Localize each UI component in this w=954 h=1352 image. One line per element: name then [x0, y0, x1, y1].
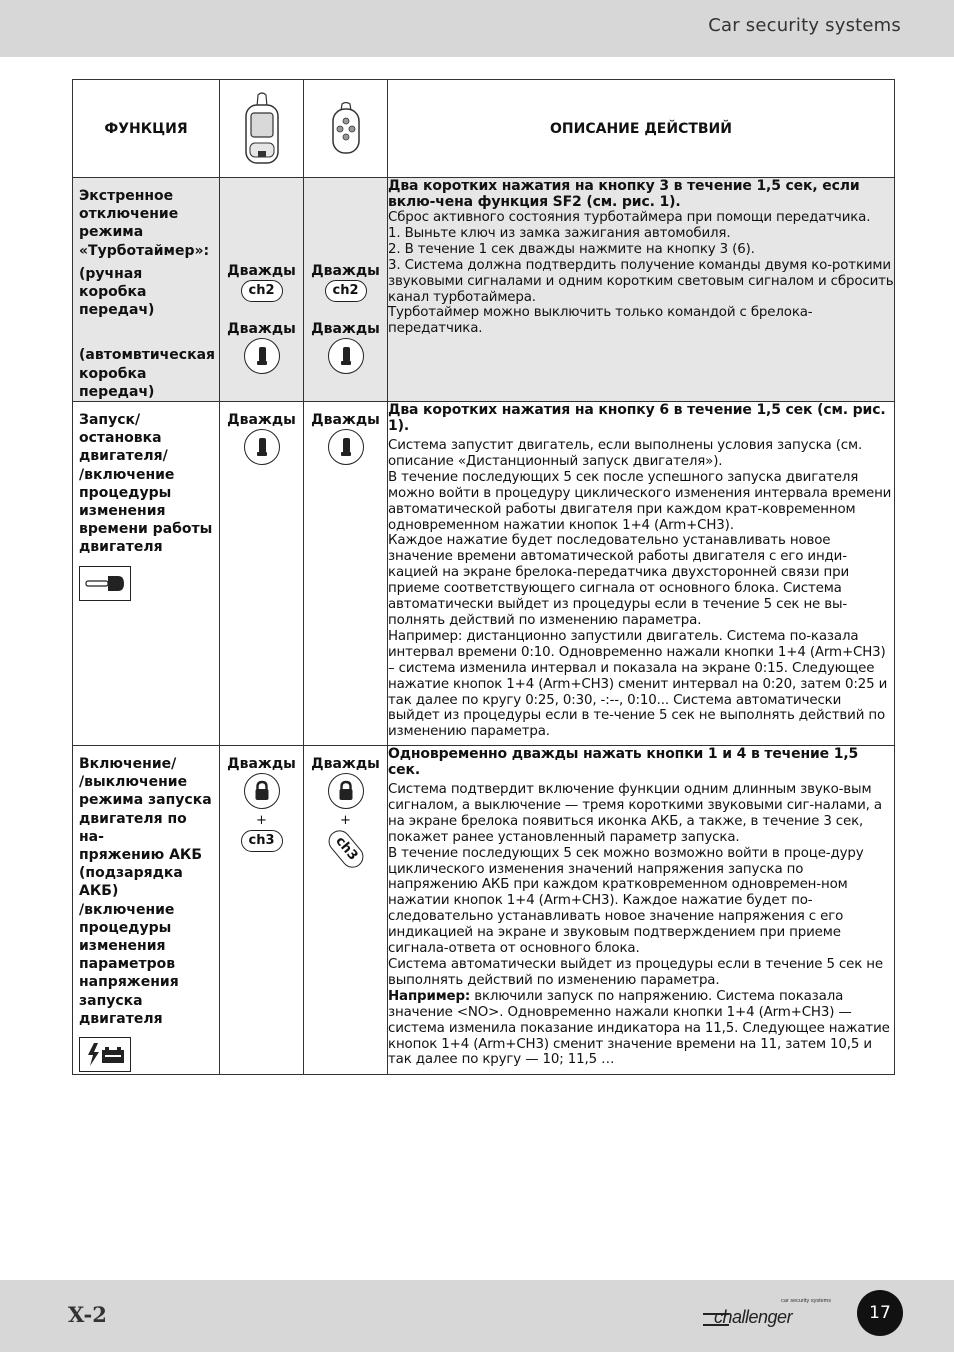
- key-button-icon: [328, 338, 364, 374]
- function-subtext: коробка передач): [79, 284, 155, 319]
- page-number: 17: [857, 1290, 903, 1336]
- lock-button-icon: [328, 773, 364, 809]
- function-text: процедуры: [79, 919, 172, 936]
- description-text: 2. В течение 1 сек дважды нажмите на кнопку 3 (6).: [388, 241, 755, 257]
- function-subtext: (ручная: [79, 265, 143, 282]
- section-title: Car security systems: [708, 15, 901, 36]
- description-lead: Одновременно дважды нажать кнопки 1 и 4 в течение 1,5 сек.: [388, 746, 859, 779]
- remote-2-actions: [304, 746, 388, 1075]
- action-label: Дважды: [311, 263, 380, 279]
- remote-2-actions: [304, 402, 388, 746]
- table-row: [73, 178, 895, 402]
- description-text: Каждое нажатие будет последовательно устанавливать новое значение времени автоматической работы двигателя с его инди-кацией на экране брелока-передатчика двухсторонней связи при приеме соответствующего сигнала от основного блока. Система автоматически выйдет из процедуры если в течение 5 сек не вы-полнять действий по изменению параметра.: [388, 533, 850, 628]
- description-text: В течение последующих 5 сек после успешного запуска двигателя можно войти в процедуру циклического изменения интервала времени автоматической работы двигателя при каждом крат-ковременном одновременном нажатии кнопок 1+4 (Arm+CH3).: [388, 469, 892, 533]
- ignition-key-icon: [79, 566, 131, 601]
- function-text: остановка: [79, 430, 162, 447]
- key-button-icon: [244, 338, 280, 374]
- description-text: Система автоматически выйдет из процедуры если в течение 5 сек не выполнять действий по изменению параметра.: [388, 957, 883, 988]
- battery-charge-icon: [79, 1037, 131, 1072]
- action-label: Дважды: [311, 412, 380, 429]
- example-label: Например:: [388, 988, 471, 1004]
- ch3-button: ch3: [241, 830, 283, 852]
- function-text: параметров: [79, 956, 176, 973]
- function-text: напряжения: [79, 974, 179, 991]
- description-text: Система подтвердит включение функции одним длинным звуко-вым сигналом, а выключение — тремя короткими звуковыми сиг-налами, а на экране брелока появиться иконка АКБ, а также, в течение 3 сек, покажет ранее установленный параметр запуска.: [388, 782, 882, 845]
- action-label: Дважды: [227, 321, 296, 337]
- description-lead: Два коротких нажатия на кнопку 6 в течение 1,5 сек (см. рис. 1).: [388, 402, 886, 435]
- description-lead: Два коротких нажатия на кнопку 3 в течение 1,5 сек, если вклю-чена функция SF2 (см. рис. 1).: [388, 178, 860, 210]
- remote-1-actions: [220, 178, 304, 402]
- function-subtext: коробка передач): [79, 365, 155, 400]
- function-text: пряжению АКБ: [79, 847, 203, 864]
- function-text: отключение: [79, 206, 179, 223]
- action-label: Дважды: [227, 756, 296, 773]
- brand-name: challenger: [714, 1307, 793, 1327]
- function-text: /включение: [79, 901, 175, 918]
- action-label: Дважды: [227, 263, 296, 279]
- description-text: В течение последующих 5 сек можно возможно войти в проце-дуру циклического изменения значений напряжения запуска по напряжению АКБ при каждом кратковременном одновремен-ном нажатии кнопок 1+4 (Arm+CH3). Каждое нажатие будет по-следовательно устанавливать новое значение напряжения с его индикацией на экране и звуковым подтверждением при приеме сигнала-ответа от основного блока.: [388, 845, 864, 957]
- function-text: режима: [79, 224, 144, 241]
- function-text: Запуск/: [79, 412, 141, 429]
- table-row: [73, 402, 895, 746]
- function-table: [72, 79, 895, 1075]
- description-cell: [388, 178, 895, 402]
- function-text: Экстренное: [79, 188, 174, 204]
- function-text: двигателя: [79, 539, 163, 556]
- function-text: времени работы: [79, 521, 213, 538]
- remote-1-actions: [220, 746, 304, 1075]
- function-text: режима запуска: [79, 792, 212, 809]
- ch3-button: ch3: [324, 826, 368, 872]
- function-text: Включение/: [79, 756, 177, 773]
- function-cell: [73, 746, 220, 1075]
- function-text: /включение: [79, 466, 175, 483]
- description-cell: [388, 746, 895, 1075]
- description-text: Сброс активного состояния турботаймера при помощи передатчика.: [388, 210, 871, 225]
- plus-sign: +: [340, 813, 351, 829]
- table-row: [73, 746, 895, 1075]
- key-button-icon: [244, 429, 280, 465]
- ch2-button: ch2: [241, 280, 283, 302]
- function-text: изменения: [79, 503, 166, 520]
- small-remote-icon: [329, 101, 363, 157]
- function-text: двигателя по на-: [79, 810, 187, 845]
- remote-2-actions: [304, 178, 388, 402]
- lcd-remote-icon: [242, 91, 282, 167]
- lock-button-icon: [244, 773, 280, 809]
- header-description: ОПИСАНИЕ ДЕЙСТВИЙ: [388, 80, 895, 178]
- description-cell: [388, 402, 895, 746]
- brand-tagline: car security systems: [781, 1298, 831, 1304]
- header-remote-2: [304, 80, 388, 178]
- function-text: процедуры: [79, 484, 172, 501]
- function-text: запуска: [79, 992, 143, 1009]
- action-label: Дважды: [311, 756, 380, 773]
- ch2-button: ch2: [325, 280, 367, 302]
- function-cell: [73, 402, 220, 746]
- description-text: Система запустит двигатель, если выполнены условия запуска (см. описание «Дистанционный запуск двигателя»).: [388, 438, 863, 469]
- model-name: X-2: [68, 1302, 107, 1327]
- function-text: двигателя: [79, 1010, 163, 1027]
- table-header-row: [73, 80, 895, 178]
- action-label: Дважды: [227, 412, 296, 429]
- function-text: (подзарядка АКБ): [79, 865, 183, 900]
- header-function: ФУНКЦИЯ: [73, 80, 220, 178]
- function-subtext: (автомвтическая: [79, 347, 216, 364]
- function-text: изменения: [79, 938, 166, 955]
- function-cell: [73, 178, 220, 402]
- function-text: «Турботаймер»:: [79, 242, 210, 259]
- brand-logo: [700, 1300, 835, 1330]
- plus-sign: +: [256, 813, 267, 829]
- description-text: Турботаймер можно выключить только командой с брелока-передатчика.: [388, 305, 813, 337]
- function-text: /выключение: [79, 774, 188, 791]
- description-example: [388, 989, 894, 1069]
- example-text: включили запуск по напряжению. Система показала значение <NO>. Одновременно нажали кнопки 1+4 (Arm+CH3) — система изменила показание индикатора на 11,5. Следующее нажатие кнопок 1+4 (Arm+CH3) сменит значение времени на 11, затем 10,5 и так далее по кругу — 10; 11,5 …: [388, 988, 890, 1068]
- remote-1-actions: [220, 402, 304, 746]
- header-remote-1: [220, 80, 304, 178]
- action-label: Дважды: [311, 321, 380, 337]
- description-text: 3. Система должна подтвердить получение команды двумя ко-роткими звуковыми сигналами и одним коротким световым сигналом и сбросить канал турботаймера.: [388, 257, 894, 305]
- description-text: Например: дистанционно запустили двигатель. Система по-казала интервал времени 0:10. Одновременно нажали кнопки 1+4 (Arm+CH3) – система изменила интервал и показала на экране 0:15. Следующее нажатие кнопок 1+4 (Arm+CH3) сменит интервал на 0:20, затем 0:25 и так далее по кругу 0:25, 0:30, -:--, 0:10... Система автоматически выйдет из процедуры если в те-чение 5 сек не выполнять действий по изменению параметра.: [388, 628, 888, 740]
- function-text: двигателя/: [79, 448, 168, 465]
- key-button-icon: [328, 429, 364, 465]
- description-text: 1. Выньте ключ из замка зажигания автомобиля.: [388, 225, 731, 241]
